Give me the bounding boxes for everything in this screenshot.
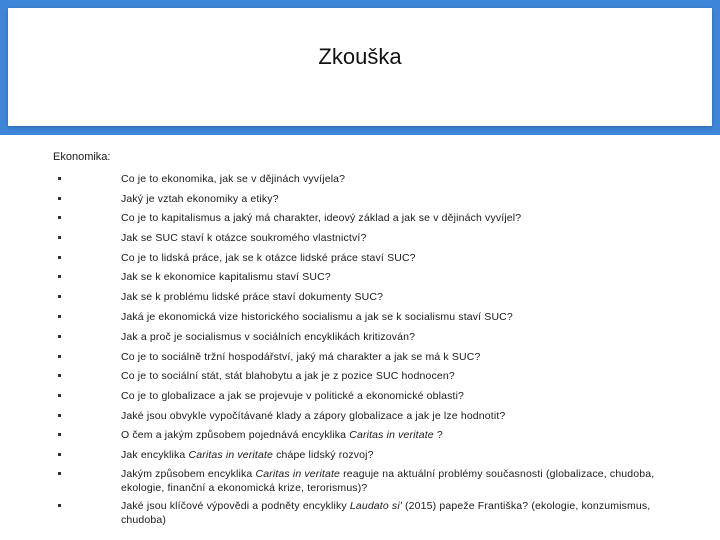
question-text-part: chápe lidský rozvoj?	[273, 449, 374, 461]
bullet-icon	[58, 295, 61, 298]
question-text: Jak se k problému lidské práce staví dokumenty SUC?	[121, 291, 384, 303]
bullet-icon	[58, 256, 61, 259]
bullet-icon	[58, 177, 61, 180]
question-text: Jaké jsou obvykle vypočítávané klady a zápory globalizace a jak je lze hodnotit?	[121, 410, 506, 422]
encyclical-title: Caritas in veritate	[349, 429, 434, 441]
question-text: Co je to ekonomika, jak se v dějinách vyvíjela?	[121, 173, 346, 185]
question-text-part: Jaké jsou klíčové výpovědi a podněty encykliky	[121, 500, 350, 512]
bullet-icon	[58, 394, 61, 397]
question-text: Jaký je vztah ekonomiky a etiky?	[121, 193, 279, 205]
bullet-icon	[58, 374, 61, 377]
question-text-part: Jakým způsobem encyklika	[121, 468, 256, 480]
question-text: Jaká je ekonomická vize historického socialismu a jak se k socialismu staví SUC?	[121, 311, 513, 323]
bullet-icon	[58, 275, 61, 278]
section-label: Ekonomika:	[53, 151, 111, 163]
question-text-part: reaguje na aktuální problémy současnosti (globalizace, chudoba, ekologie, finanční a ekonomická krize, terorismus)?	[121, 468, 655, 494]
encyclical-title: Caritas in veritate	[188, 449, 274, 461]
question-text: Jak se k ekonomice kapitalismu staví SUC?	[121, 271, 331, 283]
question-text-part: (2015) papeže Františka? (ekologie, konzumismus, chudoba)	[121, 500, 651, 526]
bullet-icon	[58, 335, 61, 338]
bullet-icon	[58, 197, 61, 200]
question-text	[121, 448, 661, 462]
question-text: Co je to kapitalismus a jaký má charakter, ideový základ a jak se v dějinách vyvíjel?	[121, 212, 522, 224]
bullet-icon	[58, 453, 61, 456]
encyclical-title: Caritas in veritate	[255, 468, 341, 480]
title-box	[8, 8, 712, 126]
question-text: Co je to globalizace a jak se projevuje v politické a ekonomické oblasti?	[121, 390, 465, 402]
bullet-icon	[58, 236, 61, 239]
question-text-part: O čem a jakým způsobem pojednává encyklika	[121, 429, 350, 441]
question-text: Jak se SUC staví k otázce soukromého vlastnictví?	[121, 232, 367, 244]
question-text	[121, 467, 661, 495]
bullet-icon	[58, 504, 61, 507]
question-text: Co je to sociální stát, stát blahobytu a jak je z pozice SUC hodnocen?	[121, 370, 455, 382]
question-text: Jak a proč je socialismus v sociálních encyklikách kritizován?	[121, 331, 416, 343]
question-text	[121, 499, 661, 527]
question-text-part: ?	[433, 429, 443, 441]
title-banner	[0, 0, 720, 135]
slide-title: Zkouška	[318, 44, 402, 69]
encyclical-title: Laudato si'	[349, 500, 402, 512]
question-text-part: Jak encyklika	[121, 449, 189, 461]
question-text: Co je to sociálně tržní hospodářství, jaký má charakter a jak se má k SUC?	[121, 351, 481, 363]
bullet-icon	[58, 355, 61, 358]
bullet-icon	[58, 216, 61, 219]
question-text: Co je to lidská práce, jak se k otázce lidské práce staví SUC?	[121, 252, 416, 264]
bullet-icon	[58, 414, 61, 417]
bullet-icon	[58, 315, 61, 318]
bullet-icon	[58, 472, 61, 475]
question-text	[121, 428, 661, 442]
bullet-icon	[58, 433, 61, 436]
